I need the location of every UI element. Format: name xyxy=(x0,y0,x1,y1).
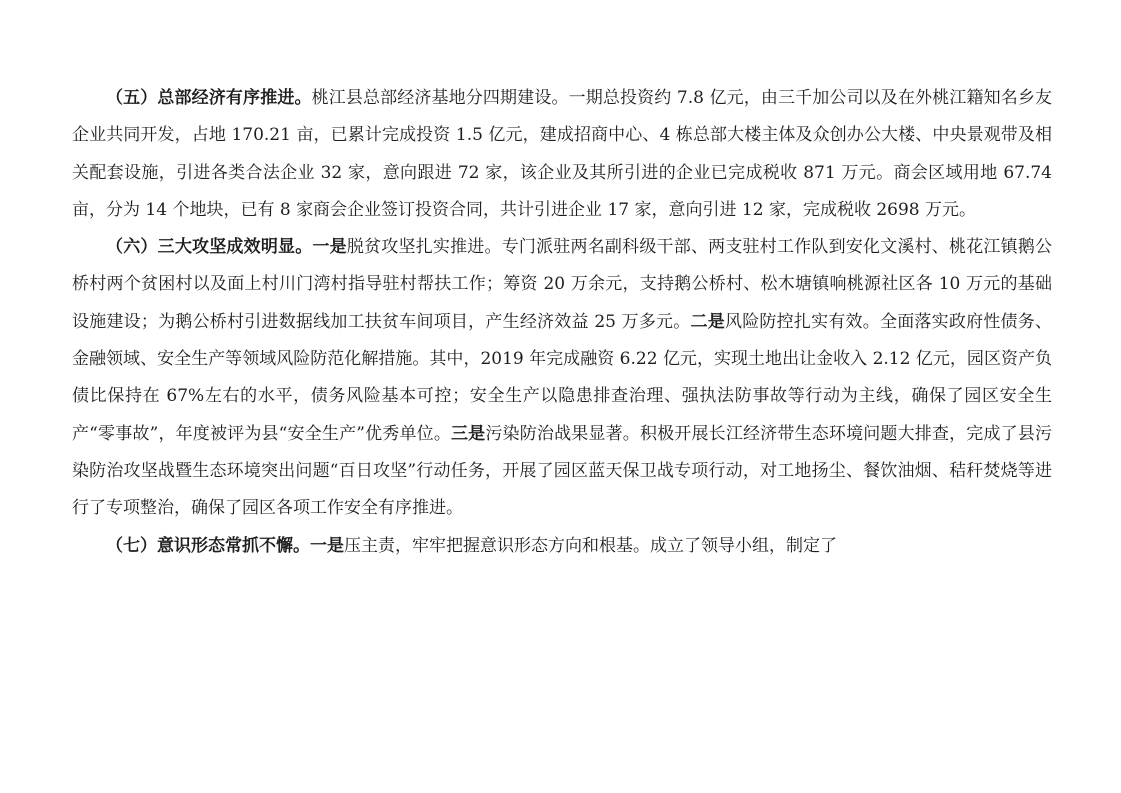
paragraph-text: 风险防控扎实有效。全面落实政府性债务、金融领域、安全生产等领域风险防范化解措施。其中，2019 年完成融资 6.22 亿元，实现土地出让金收入 2.12 亿元，园区资产负债比保持在 67%左右的水平，债务风险基本可控；安全生产以隐患排查治理、强执法防事故等行动为主线，确保了园区安全生产“零事故”，年度被评为县“安全生产”优秀单位。 xyxy=(72,311,1053,444)
paragraph-three-battles xyxy=(72,229,1052,527)
point-marker: 一是 xyxy=(312,237,347,258)
paragraph-text: 脱贫攻坚扎实推进。专门派驻两名副科级干部、两支驻村工作队到安化文溪村、桃花江镇鹅公桥村两个贫困村以及面上村川门湾村指导驻村帮扶工作；筹资 20 万余元，支持鹅公桥村、松木塘镇响桃源社区各 10 万元的基础设施建设；为鹅公桥村引进数据线加工扶贫车间项目，产生经济效益 25 万多元。 xyxy=(72,237,1053,332)
paragraph-text: 桃江县总部经济基地分四期建设。一期总投资约 7.8 亿元，由三千加公司以及在外桃江籍知名乡友企业共同开发，占地 170.21 亩，已累计完成投资 1.5 亿元，建成招商中心、4 栋总部大楼主体及众创办公大楼、中央景观带及相关配套设施，引进各类合法企业 32 家，意向跟进 72 家，该企业及其所引进的企业已完成税收 871 万元。商会区域用地 67.74 亩，分为 14 个地块，已有 8 家商会企业签订投资合同，共计引进企业 17 家，意向引进 12 家，完成税收 2698 万元。 xyxy=(72,88,1053,220)
document-body xyxy=(72,80,1052,565)
paragraph-heading: （五）总部经济有序推进。 xyxy=(106,88,312,108)
paragraph-text: 压主责，牢牢把握意识形态方向和根基。成立了领导小组，制定了 xyxy=(344,535,837,556)
paragraph-headquarters-economy xyxy=(72,80,1052,229)
paragraph-heading: （六）三大攻坚成效明显。 xyxy=(106,237,313,258)
paragraph-ideology xyxy=(72,528,1052,565)
point-marker: 二是 xyxy=(690,311,725,332)
point-marker: 三是 xyxy=(451,423,486,444)
paragraph-text: 污染防治战果显著。积极开展长江经济带生态环境问题大排查，完成了县污染防治攻坚战暨生态环境突出问题“百日攻坚”行动任务，开展了园区蓝天保卫战专项行动，对工地扬尘、餐饮油烟、秸秆焚烧等进行了专项整治，确保了园区各项工作安全有序推进。 xyxy=(72,423,1053,519)
point-marker: 一是 xyxy=(310,535,344,556)
paragraph-heading: （七）意识形态常抓不懈。 xyxy=(106,535,310,556)
